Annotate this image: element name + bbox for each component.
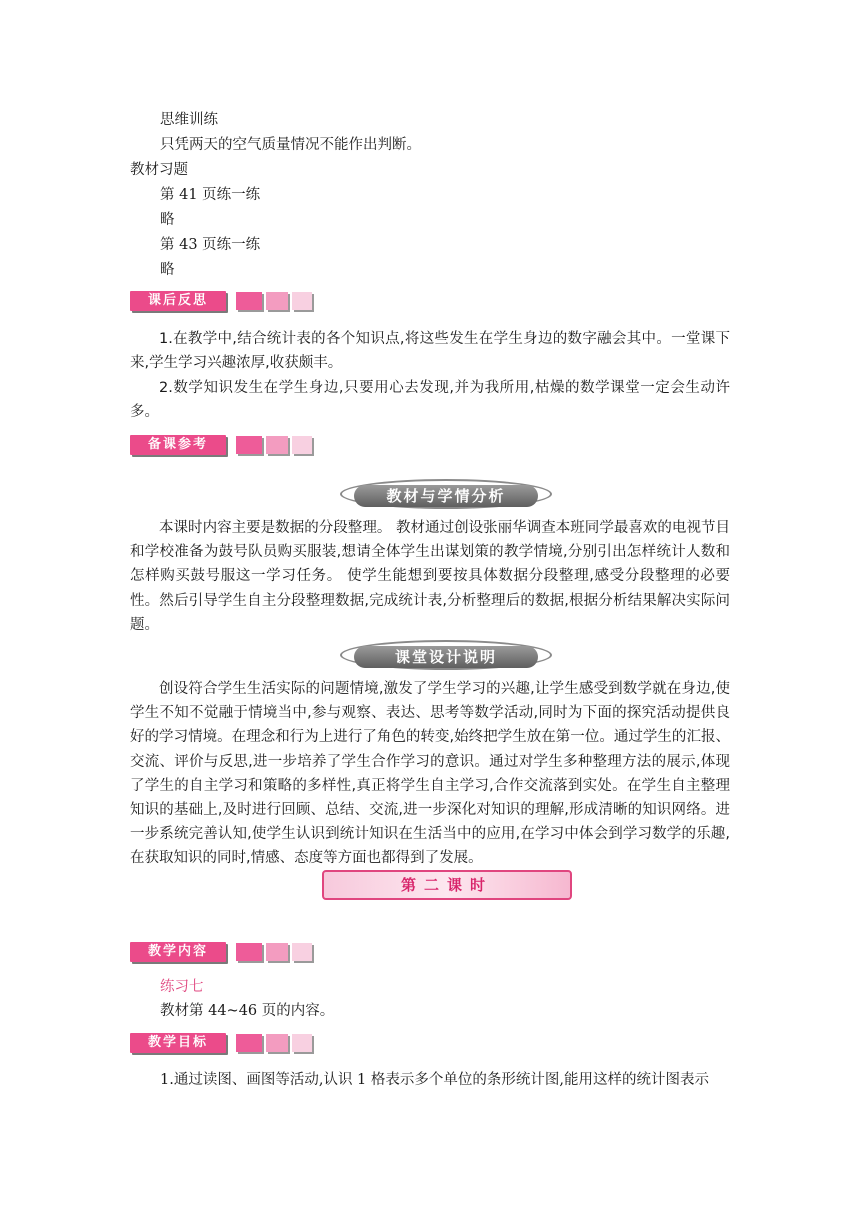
content-title: 练习七 [160,979,204,995]
section-tag-reflection [130,290,312,312]
section-tag-goals [130,1032,312,1054]
exercise-page41-answer: 略 [160,212,175,228]
decor-square [236,1034,262,1052]
decor-square [266,943,288,961]
lesson-title-box [322,870,572,900]
section-tag-label: 教学目标 [130,1033,226,1053]
decor-square [266,436,288,454]
reflection-paragraph-1: 1.在教学中,结合统计表的各个知识点,将这些发生在学生身边的数字融会其中。一堂课下来,学生学习兴趣浓厚,收获颇丰。 [130,331,730,372]
reflection-paragraph-2: 2.数学知识发生在学生身边,只要用心去发现,并为我所用,枯燥的数学课堂一定会生动许多。 [130,380,730,421]
header-analysis-label: 教材与学情分析 [354,485,538,507]
design-paragraph: 创设符合学生生活实际的问题情境,激发了学生学习的兴趣,让学生感受到数学就在身边,使学生不知不觉融于情境当中,参与观察、表达、思考等数学活动,同时为下面的探究活动提供良好的学习情境。在理念和行为上进行了角色的转变,始终把学生放在第一位。通过学生的汇报、交流、评价与反思,进一步培养了学生合作学习的意识。通过对学生多种整理方法的展示,体现了学生的自主学习和策略的多样性,真正将学生自主学习,合作交流落到实处。在学生自主整理知识的基础上,及时进行回顾、总结、交流,进一步深化对知识的理解,形成清晰的知识网络。进一步系统完善认知,使学生认识到统计知识在生活当中的应用,在学习中体会到学习数学的乐趣,在获取知识的同时,情感、态度等方面也都得到了发展。 [130,681,730,867]
decor-square [292,436,312,454]
content-text: 教材第 44~46 页的内容。 [160,1003,335,1019]
section-tag-label: 课后反思 [130,291,226,311]
thinking-training-heading: 思维训练 [160,112,218,128]
goal-1: 1.通过读图、画图等活动,认识 1 格表示多个单位的条形统计图,能用这样的统计图表示 [160,1072,709,1088]
lesson-title: 第二课时 [400,876,493,894]
thinking-training-answer: 只凭两天的空气质量情况不能作出判断。 [160,137,421,153]
section-tag-content [130,941,312,963]
decor-square [236,292,262,310]
decor-square [292,943,312,961]
exercise-page43-answer: 略 [160,262,175,278]
section-tag-label: 备课参考 [130,435,226,455]
header-analysis [340,479,552,509]
decor-square [292,1034,312,1052]
exercise-page41: 第 41 页练一练 [160,187,261,203]
section-tag-reference [130,434,312,456]
decor-square [292,292,312,310]
header-design [340,640,552,670]
section-tag-label: 教学内容 [130,942,226,962]
textbook-exercises-heading: 教材习题 [130,162,188,178]
exercise-page43: 第 43 页练一练 [160,237,261,253]
header-design-label: 课堂设计说明 [354,646,538,668]
decor-square [266,1034,288,1052]
decor-square [266,292,288,310]
analysis-paragraph: 本课时内容主要是数据的分段整理。 教材通过创设张丽华调查本班同学最喜欢的电视节目和学校准备为鼓号队员购买服装,想请全体学生出谋划策的教学情境,分别引出怎样统计人数和怎样购买鼓号服这一学习任务。 使学生能想到要按具体数据分段整理,感受分段整理的必要性。然后引导学生自主分段整理数据,完成统计表,分析整理后的数据,根据分析结果解决实际问题。 [130,520,730,633]
decor-square [236,943,262,961]
decor-square [236,436,262,454]
